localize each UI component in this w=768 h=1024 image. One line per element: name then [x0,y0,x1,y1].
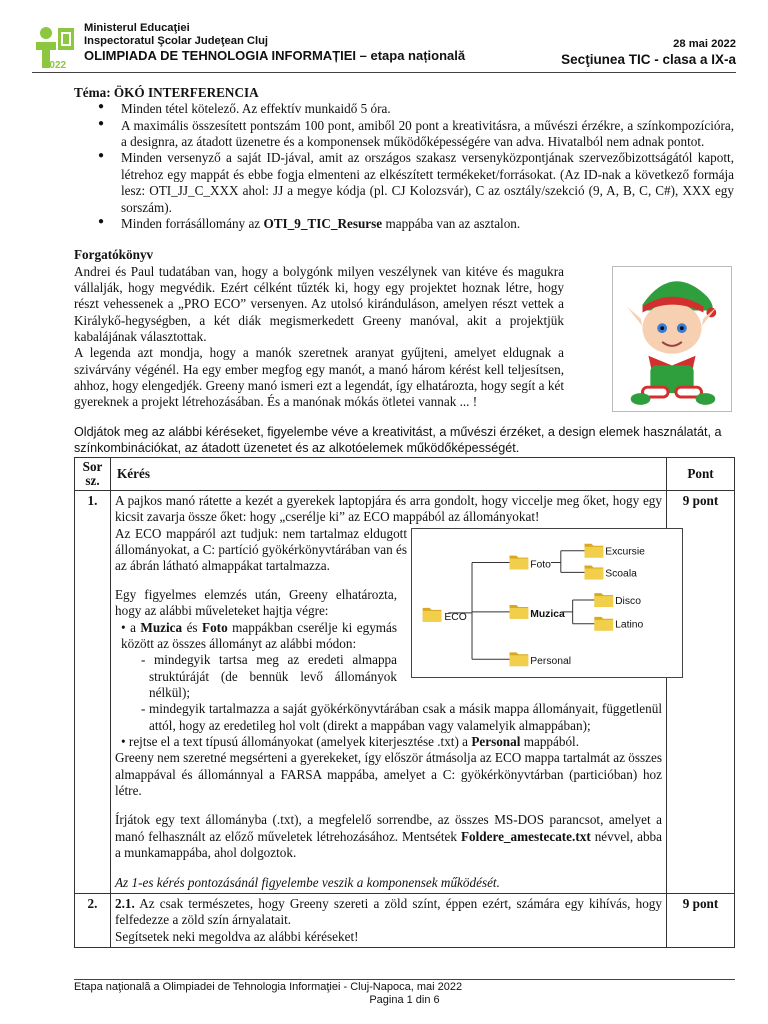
scenario-section [74,264,734,411]
row-request: A pajkos manó rátette a kezét a gyerekek laptopjára és arra gondolt, hogy viccelje meg őket, hogy egy kicsit zavarja össze őket: hogy „cserélje ki” az ECO mappából az állományokat! ECO Foto Excursie Scoala Muzica Disco Latino Personal Az ECO mappáról azt tudjuk: nem tartalmaz eldugott állományokat, a C: partíció gyökérkönyvtárában van és az ábrán látható almappákat tartalmazza. Egy figyelmes elemzés után, Greeny elhatározta, hogy az alábbi műveleteket hajtja végre: • a Muzica és Foto mappákban cserélje ki egymás között az összes állományt az alábbi módon: - mindegyik tartsa meg az eredeti almappa struktúráját (de bennük levő állományok nélkül); - mindegyik tartalmazza a saját gyökérkönyvtárában csak a másik mappa állományait, függetlenül attól, hogy az eredetileg hol volt (direkt a mappában vagy valamelyik almappában); • rejtse el a text típusú állományokat (amelyek kiterjesztése .txt) a Personal mappából. Greeny nem szeretné megsérteni a gyerekeket, így először átmásolja az ECO mappa tartalmát az összes almappával és állománnyal a FARSA mappába, amelyet a C: gyökérkönyvtárban (particióban) hoz létre. Írjátok egy text állományba (.txt), a megfelelő sorrendbe, az összes MS-DOS parancsot, amelyet a manó felhasznált az előző műveletek létrehozásához. Mentsétek Foldere_amestecate.txt névvel, abba a munkamappába, ahol dolgoztok. Az 1-es kérés pontozásánál figyelembe veszik a komponensek működését. [111,491,667,894]
tree-folder-label: Personal [530,655,572,667]
page-number: Pagina 1 din 6 [369,994,440,1006]
header-number: Sor sz. [75,458,111,491]
story-paragraph: A legenda azt mondja, hogy a manók szeretnek aranyat gyűjteni, amelyet eldugnak a szivárvány végénél. Ha egy ember megfog egy manót, a manó három kérést kell teljesítsen, ahhoz, hogy elengedjék. Greeny manó ismeri ezt a legendát, így elhatározta, hogy segít a két gyereknek a projekt létrehozásában. És a manónak mókás ötletei vannak ... ! [74,345,564,410]
scenario-title: Forgatókönyv [74,247,154,263]
rule-item: ● A maximális összesített pontszám 100 pont, amiből 20 pont a kreativitásra, a művészi érzékre, a színkompozícióra, a designra, az átadott üzenetre és a komponensek működőképességére van adva. Hivatalból nem adnak pontot. [98,118,734,151]
theme-title: Téma: ÖKÓ INTERFERENCIA [74,85,259,100]
row-number: 1. [75,491,111,894]
event-title: OLIMPIADA DE TEHNOLOGIA INFORMAȚIEI – etapa națională [84,48,466,63]
tree-folder-label: Disco [615,595,641,607]
footer-divider [74,979,735,980]
row-points: 9 pont [667,893,735,947]
table-header-row [75,458,735,491]
header-left [84,22,465,63]
elf-mascot-image [612,266,732,412]
header-right [561,38,736,69]
header-divider [32,72,736,73]
section-title: Secţiunea TIC - clasa a IX-a [561,52,736,67]
rule-item: ● Minden forrásállomány az OTI_9_TIC_Resurse mappába van az asztalon. [98,216,734,232]
header-points: Pont [667,458,735,491]
org-inspectorate: Inspectoratul Şcolar Judeţean Cluj [84,35,269,47]
page-header [32,20,736,72]
main-content [74,85,734,456]
event-date: 28 mai 2022 [673,38,736,50]
org-ministry: Ministerul Educaţiei [84,22,190,34]
table-row [75,893,735,947]
tree-root-label: ECO [444,611,467,623]
tree-folder-label: Muzica [530,608,565,620]
row-request: 2.1. Az csak természetes, hogy Greeny szereti a zöld színt, éppen ezért, számára egy kihívás, hogy felfedezze a zöld szín árnyalatait. Segítsetek neki megoldva az alábbi kéréseket! [111,893,667,947]
story-paragraph: Andrei és Paul tudatában van, hogy a bolygónk milyen veszélynek van kitéve és magukra vállalják, hogy megvédik. Ezért célként tűzték ki, hogy egy projektet hoznak létre, hogy részt vehessenek a „PRO ECO” versenyen. Az utolsó kiránduláson, amelyen részt vettek a Királykő-hegységben, a két diák megismerkedett Greeny manóval, akit a projektjük kabalájának választottak. [74,263,564,345]
olympiad-logo-icon [32,24,78,70]
page-footer [74,981,735,1007]
row-number: 2. [75,893,111,947]
tree-folder-label: Excursie [605,546,645,558]
rule-item: ● Minden tétel kötelező. Az effektív munkaidő 5 óra. [98,101,734,117]
header-request: Kérés [111,458,667,491]
rule-item: ● Minden versenyző a saját ID-jával, amit az országos szakasz versenyközpontjának szervezőbizottságától kapott, létrehoz egy mappát és ebbe fogja elmenteni az elkészített termékeket/forrásokat. (Az ID-nak a következő formája lesz: OTI_JJ_C_XXX ahol: JJ a megye kódja (pl. CJ Kolozsvár), C az osztály/szekció (9, A, B, C, C#), XXX egy sorszám). [98,150,734,215]
row-points: 9 pont [667,491,735,894]
tasks-table [74,457,735,948]
tree-folder-label: Foto [530,559,551,571]
tree-folder-label: Latino [615,619,644,631]
logo-year: 2022 [43,60,67,70]
eco-folder-tree-diagram [411,528,683,678]
tree-folder-label: Scoala [605,568,637,580]
folder-icon [423,544,613,666]
task-intro: Oldjátok meg az alábbi kéréseket, figyelembe véve a kreativitást, a művészi érzéket, a design elemek használatát, a színkombinációkat, az átadott üzenetet és az alkotóelemek működőképességét. [74,424,722,455]
table-row [75,491,735,894]
footer-text: Etapa naţională a Olimpiadei de Tehnologia Informaţiei - Cluj-Napoca, mai 2022 [74,981,463,993]
rules-list [98,101,734,232]
